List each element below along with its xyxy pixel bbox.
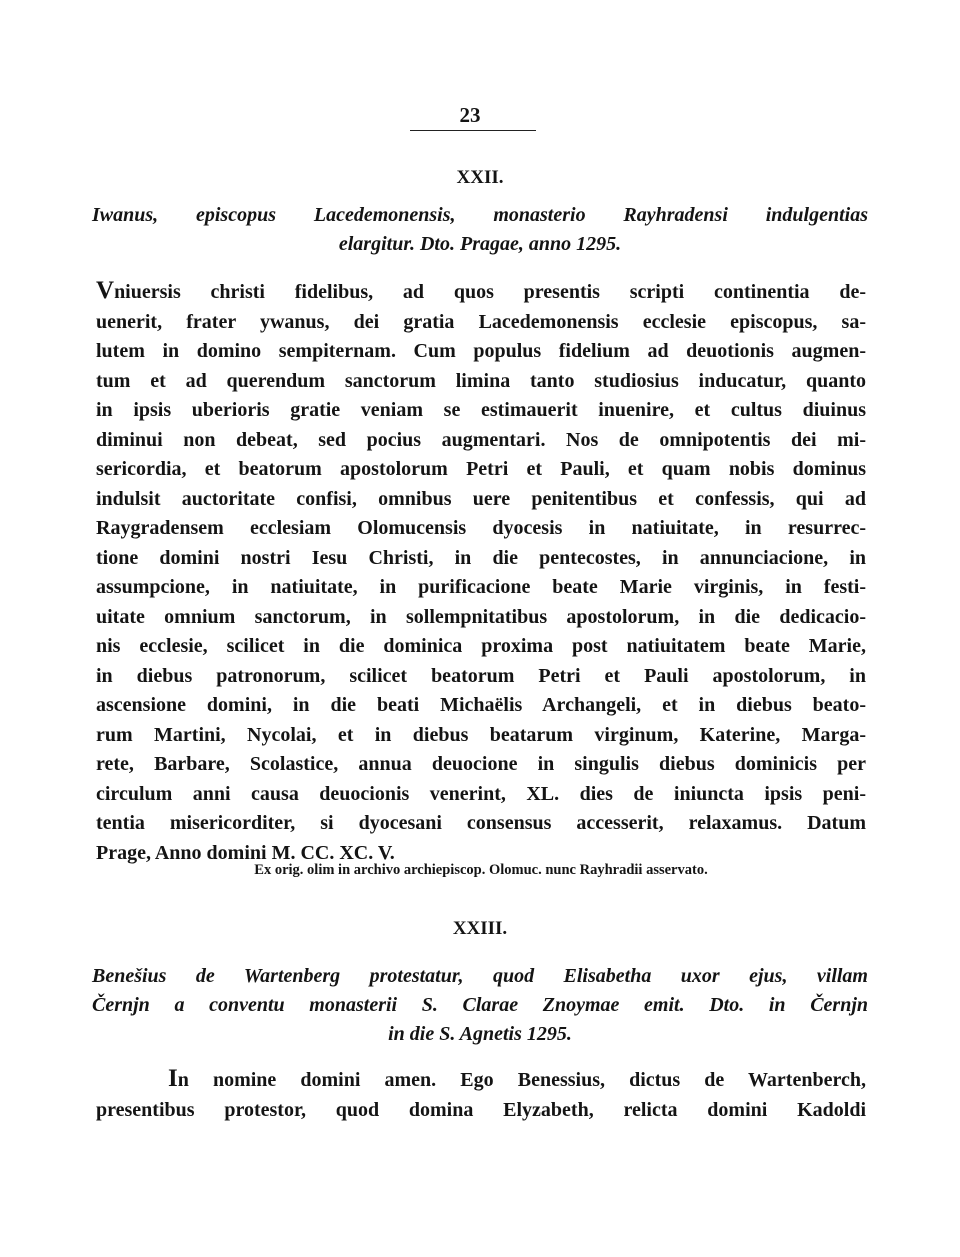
- body-line: sericordia, et beatorum apostolorum Petri et Pauli, et quam nobis dominus: [96, 458, 866, 480]
- body-line: presentibus protestor, quod domina Elyzabeth, relicta domini Kadoldi: [96, 1098, 866, 1121]
- heading-line: elargitur. Dto. Pragae, anno 1295.: [338, 233, 622, 255]
- body-line: in ipsis uberioris gratie veniam se estimauerit inuenire, et cultus diuinus: [96, 399, 866, 421]
- document-heading: [92, 962, 868, 1049]
- document-number: XXII.: [456, 167, 504, 188]
- body-line: ascensione domini, in die beati Michaëlis Archangeli, et in diebus beato-: [96, 694, 866, 716]
- body-line: uitate omnium sanctorum, in sollempnitatibus apostolorum, in die dedicacio-: [96, 605, 866, 628]
- body-line: [96, 276, 866, 308]
- body-line: rum Martini, Nycolai, et in diebus beatarum virginum, Katerine, Marga-: [96, 723, 866, 746]
- document-heading: [92, 201, 868, 259]
- body-line: Raygradensem ecclesiam Olomucensis dyocesis in natiuitate, in resurrec-: [96, 517, 866, 539]
- body-line: in diebus patronorum, scilicet beatorum Petri et Pauli apostolorum, in: [96, 664, 866, 687]
- body-line: tione domini nostri Iesu Christi, in die pentecostes, in annunciacione, in: [96, 546, 866, 569]
- body-line-text: niuersis christi fidelibus, ad quos presentis scripti continentia de-: [114, 281, 866, 303]
- body-line: Prage, Anno domini M. CC. XC. V.: [96, 841, 395, 864]
- body-line: indulsit auctoritate confisi, omnibus uere penitentibus et confessis, qui ad: [96, 487, 866, 510]
- source-note: Ex orig. olim in archivo archiepiscop. Olomuc. nunc Rayhradii asservato.: [254, 862, 708, 878]
- heading-line: Černjn a conventu monasterii S. Clarae Znoymae emit. Dto. in Černjn: [92, 994, 868, 1016]
- body-line: tum et ad querendum sanctorum limina tanto studiosius inducatur, quanto: [96, 369, 866, 392]
- body-line: lutem in domino sempiternam. Cum populus fidelium ad deuotionis augmen-: [96, 340, 866, 362]
- heading-line: Iwanus, episcopus Lacedemonensis, monasterio Rayhradensi indulgentias: [92, 204, 868, 226]
- initial-letter: V: [96, 277, 115, 304]
- document-body: [96, 1064, 866, 1125]
- body-line: assumpcione, in natiuitate, in purificacione beate Marie virginis, in festi-: [96, 576, 866, 598]
- page-number: 23: [459, 103, 481, 127]
- body-line: uenerit, frater ywanus, dei gratia Lacedemonensis ecclesie episcopus, sa-: [96, 310, 866, 333]
- initial-letter: I: [168, 1065, 178, 1092]
- body-line: circulum anni causa deuocionis venerint, XL. dies de iniuncta ipsis peni-: [96, 782, 866, 805]
- body-line: nis ecclesie, scilicet in die dominica proxima post natiuitatem beate Marie,: [96, 635, 866, 657]
- body-line-text: n nomine domini amen. Ego Benessius, dictus de Wartenberch,: [177, 1069, 866, 1091]
- heading-line: in die S. Agnetis 1295.: [388, 1023, 572, 1045]
- heading-line: Benešius de Wartenberg protestatur, quod Elisabetha uxor ejus, villam: [92, 965, 868, 987]
- body-line: tentia misericorditer, si dyocesani consensus accesserit, relaxamus. Datum: [96, 812, 866, 834]
- page-number-rule: [410, 130, 536, 131]
- body-line: [96, 1064, 866, 1096]
- body-line: diminui non debeat, sed pocius augmentari. Nos de omnipotentis dei mi-: [96, 428, 866, 451]
- body-line: rete, Barbare, Scolastice, annua deuocione in singulis diebus dominicis per: [96, 753, 866, 775]
- document-number: XXIII.: [452, 918, 508, 939]
- document-body: [96, 276, 866, 868]
